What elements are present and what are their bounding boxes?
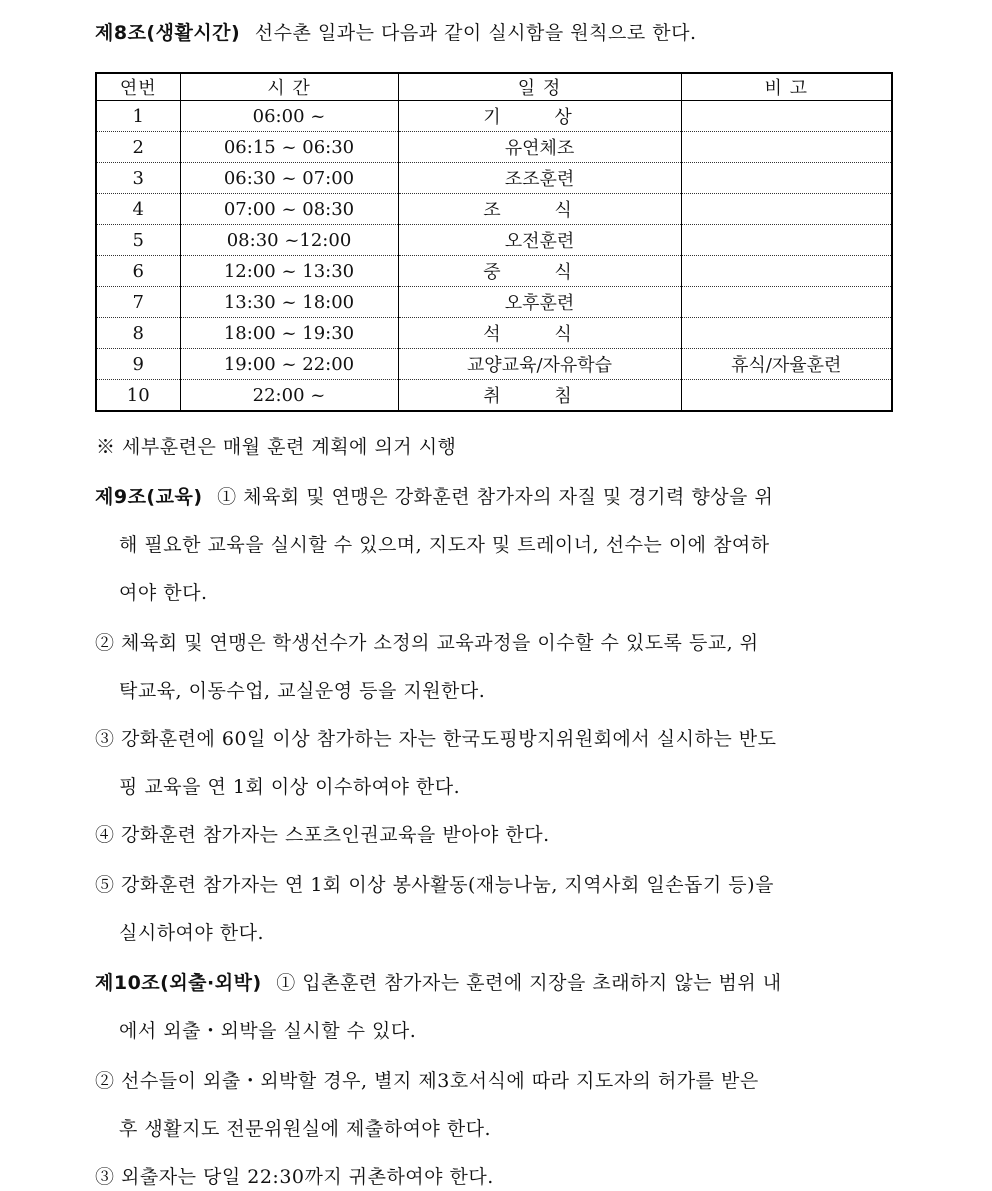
- table-row: [96, 194, 892, 225]
- article-10-p1-line2: 에서 외출・외박을 실시할 수 있다.: [119, 1020, 417, 1042]
- header-schedule: 일 정: [398, 73, 681, 101]
- row-number: 1: [96, 101, 180, 132]
- row-note: [681, 318, 892, 349]
- row-item: 취 침: [398, 380, 681, 412]
- row-note: 휴식/자율훈련: [681, 349, 892, 380]
- row-time: 06:30 ~ 07:00: [180, 163, 398, 194]
- article-10-p1-line1: [95, 968, 895, 995]
- table-row: [96, 287, 892, 318]
- row-item: 석 식: [398, 318, 681, 349]
- article-9-p1-line1: [95, 482, 895, 509]
- article-10-p2-line2: 후 생활지도 전문위원실에 제출하여야 한다.: [119, 1118, 492, 1140]
- row-note: [681, 256, 892, 287]
- row-number: 2: [96, 132, 180, 163]
- schedule-footnote: ※ 세부훈련은 매월 훈련 계획에 의거 시행: [96, 436, 457, 458]
- row-item: 오후훈련: [398, 287, 681, 318]
- row-note: [681, 163, 892, 194]
- row-item: 조 식: [398, 194, 681, 225]
- row-time: 08:30 ~12:00: [180, 225, 398, 256]
- table-row: [96, 256, 892, 287]
- article-9-p3-line2: 핑 교육을 연 1회 이상 이수하여야 한다.: [119, 776, 461, 798]
- row-number: 9: [96, 349, 180, 380]
- row-time: 07:00 ~ 08:30: [180, 194, 398, 225]
- table-row: [96, 380, 892, 412]
- row-note: [681, 287, 892, 318]
- row-time: 22:00 ~: [180, 380, 398, 412]
- row-item: 유연체조: [398, 132, 681, 163]
- row-item: 조조훈련: [398, 163, 681, 194]
- table-row: [96, 132, 892, 163]
- row-number: 6: [96, 256, 180, 287]
- article-9-p3-line1: ③ 강화훈련에 60일 이상 참가하는 자는 한국도핑방지위원회에서 실시하는 반도: [95, 728, 777, 750]
- row-time: 18:00 ~ 19:30: [180, 318, 398, 349]
- row-note: [681, 380, 892, 412]
- row-note: [681, 225, 892, 256]
- article-9-heading: 제9조(교육): [95, 486, 203, 508]
- article-10-p1-text: ① 입촌훈련 참가자는 훈련에 지장을 초래하지 않는 범위 내: [276, 972, 782, 994]
- table-row: [96, 225, 892, 256]
- table-row: [96, 349, 892, 380]
- article-10-heading: 제10조(외출·외박): [95, 972, 262, 994]
- row-number: 5: [96, 225, 180, 256]
- article-10-p2-line1: ② 선수들이 외출・외박할 경우, 별지 제3호서식에 따라 지도자의 허가를 받은: [95, 1070, 759, 1092]
- article-8-line: [95, 18, 696, 45]
- header-note: 비 고: [681, 73, 892, 101]
- article-9-p5-line2: 실시하여야 한다.: [119, 922, 265, 944]
- row-note: [681, 194, 892, 225]
- row-time: 06:15 ~ 06:30: [180, 132, 398, 163]
- row-item: 기 상: [398, 101, 681, 132]
- row-time: 13:30 ~ 18:00: [180, 287, 398, 318]
- article-8-heading: 제8조(생활시간): [95, 22, 241, 44]
- table-row: [96, 318, 892, 349]
- row-note: [681, 132, 892, 163]
- article-9-p1-line2: 해 필요한 교육을 실시할 수 있으며, 지도자 및 트레이너, 선수는 이에 참여하: [119, 534, 770, 556]
- row-number: 3: [96, 163, 180, 194]
- header-time: 시 간: [180, 73, 398, 101]
- row-item: 중 식: [398, 256, 681, 287]
- row-time: 06:00 ~: [180, 101, 398, 132]
- row-note: [681, 101, 892, 132]
- row-number: 7: [96, 287, 180, 318]
- article-9-p4-line1: ④ 강화훈련 참가자는 스포츠인권교육을 받아야 한다.: [95, 824, 550, 846]
- row-time: 12:00 ~ 13:30: [180, 256, 398, 287]
- row-number: 8: [96, 318, 180, 349]
- row-time: 19:00 ~ 22:00: [180, 349, 398, 380]
- row-number: 10: [96, 380, 180, 412]
- header-number: 연번: [96, 73, 180, 101]
- article-9-p1-line3: 여야 한다.: [119, 582, 208, 604]
- article-9-p5-line1: ⑤ 강화훈련 참가자는 연 1회 이상 봉사활동(재능나눔, 지역사회 일손돕기 등)을: [95, 874, 774, 896]
- article-9-p2-line2: 탁교육, 이동수업, 교실운영 등을 지원한다.: [119, 680, 486, 702]
- daily-schedule-table: [95, 72, 893, 412]
- article-8-text: 선수촌 일과는 다음과 같이 실시함을 원칙으로 한다.: [254, 22, 697, 44]
- article-10-p3-line1: ③ 외출자는 당일 22:30까지 귀촌하여야 한다.: [95, 1166, 494, 1188]
- row-number: 4: [96, 194, 180, 225]
- article-9-p1-text: ① 체육회 및 연맹은 강화훈련 참가자의 자질 및 경기력 향상을 위: [217, 486, 774, 508]
- row-item: 오전훈련: [398, 225, 681, 256]
- table-header-row: [96, 73, 892, 101]
- table-row: [96, 163, 892, 194]
- table-row: [96, 101, 892, 132]
- article-9-p2-line1: ② 체육회 및 연맹은 학생선수가 소정의 교육과정을 이수할 수 있도록 등교, 위: [95, 632, 759, 654]
- row-item: 교양교육/자유학습: [398, 349, 681, 380]
